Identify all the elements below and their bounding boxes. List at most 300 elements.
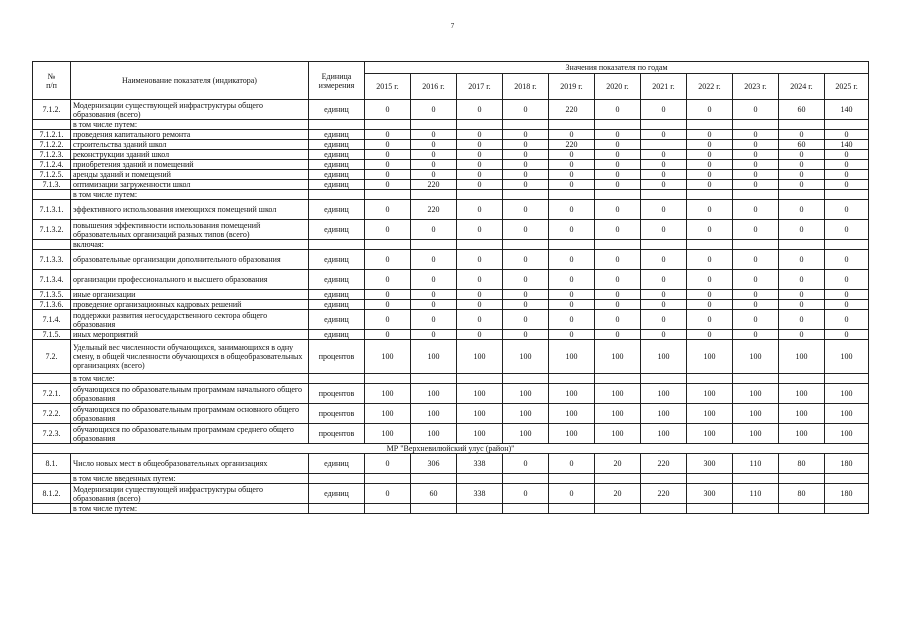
empty-cell (733, 120, 779, 130)
row-name-cell: повышения эффективности использования помещений образовательных организаций разных типов (всего) (71, 220, 309, 240)
value-cell: 0 (365, 330, 411, 340)
row-number-cell (33, 120, 71, 130)
value-cell: 0 (825, 160, 869, 170)
subheading-row (33, 474, 869, 484)
value-cell: 0 (779, 220, 825, 240)
value-cell: 0 (457, 160, 503, 170)
value-cell: 220 (411, 200, 457, 220)
row-number-cell: 7.1.3.6. (33, 300, 71, 310)
value-cell: 0 (641, 220, 687, 240)
value-cell: 0 (825, 310, 869, 330)
row-unit-cell: единиц (309, 160, 365, 170)
value-cell: 0 (411, 220, 457, 240)
empty-cell (411, 474, 457, 484)
value-cell: 0 (733, 130, 779, 140)
value-cell: 0 (411, 310, 457, 330)
value-cell: 0 (779, 150, 825, 160)
value-cell: 0 (457, 150, 503, 160)
empty-cell (641, 474, 687, 484)
row-number-cell: 7.1.3.1. (33, 200, 71, 220)
value-cell: 0 (825, 300, 869, 310)
empty-cell (411, 240, 457, 250)
value-cell: 0 (733, 330, 779, 340)
row-unit-cell: единиц (309, 454, 365, 474)
value-cell: 0 (687, 220, 733, 240)
value-cell: 0 (411, 130, 457, 140)
col-header-year: 2019 г. (549, 74, 595, 100)
value-cell: 0 (365, 250, 411, 270)
value-cell: 0 (641, 180, 687, 190)
value-cell: 0 (595, 220, 641, 240)
value-cell: 80 (779, 484, 825, 504)
empty-cell (549, 474, 595, 484)
value-cell: 220 (641, 484, 687, 504)
empty-cell (457, 504, 503, 514)
value-cell: 0 (595, 290, 641, 300)
row-name-cell: эффективного использования имеющихся помещений школ (71, 200, 309, 220)
value-cell: 0 (595, 100, 641, 120)
value-cell: 0 (595, 150, 641, 160)
value-cell: 0 (825, 250, 869, 270)
empty-cell (595, 120, 641, 130)
value-cell: 100 (365, 340, 411, 374)
row-number-cell: 8.1. (33, 454, 71, 474)
value-cell: 220 (549, 140, 595, 150)
empty-cell (733, 190, 779, 200)
row-number-cell: 7.2.2. (33, 404, 71, 424)
empty-cell (411, 374, 457, 384)
value-cell: 220 (641, 454, 687, 474)
value-cell: 0 (457, 330, 503, 340)
value-cell: 0 (641, 200, 687, 220)
col-header-unit: Единица измерения (309, 62, 365, 100)
value-cell: 0 (457, 130, 503, 140)
value-cell: 60 (779, 140, 825, 150)
row-name-cell: реконструкции зданий школ (71, 150, 309, 160)
value-cell: 0 (825, 150, 869, 160)
value-cell: 0 (503, 160, 549, 170)
empty-cell (595, 240, 641, 250)
value-cell: 100 (595, 384, 641, 404)
row-unit-cell: процентов (309, 424, 365, 444)
row-number-cell (33, 240, 71, 250)
row-name-cell: оптимизации загруженности школ (71, 180, 309, 190)
empty-cell (503, 504, 549, 514)
value-cell: 300 (687, 454, 733, 474)
row-name-cell: Модернизации существующей инфраструктуры общего образования (всего) (71, 484, 309, 504)
value-cell: 0 (457, 250, 503, 270)
empty-cell (549, 240, 595, 250)
empty-cell (779, 190, 825, 200)
empty-cell (825, 240, 869, 250)
row-name-cell: включая: (71, 240, 309, 250)
row-number-cell: 7.1.2.1. (33, 130, 71, 140)
value-cell: 0 (687, 330, 733, 340)
value-cell: 0 (411, 300, 457, 310)
value-cell: 20 (595, 484, 641, 504)
page-number: 7 (450, 22, 455, 30)
value-cell: 0 (641, 270, 687, 290)
table-row (33, 330, 869, 340)
row-name-cell: приобретения зданий и помещений (71, 160, 309, 170)
value-cell: 0 (825, 290, 869, 300)
value-cell: 0 (503, 310, 549, 330)
row-unit-cell: единиц (309, 220, 365, 240)
value-cell: 0 (641, 300, 687, 310)
value-cell: 0 (503, 454, 549, 474)
value-cell: 0 (825, 170, 869, 180)
row-number-cell (33, 374, 71, 384)
value-cell: 0 (411, 170, 457, 180)
value-cell: 100 (825, 384, 869, 404)
row-unit-cell: единиц (309, 150, 365, 160)
subheading-row (33, 374, 869, 384)
value-cell: 100 (641, 424, 687, 444)
empty-cell (825, 190, 869, 200)
table-row (33, 170, 869, 180)
row-name-cell: в том числе путем: (71, 190, 309, 200)
value-cell: 0 (779, 310, 825, 330)
empty-cell (779, 240, 825, 250)
row-unit-cell: процентов (309, 340, 365, 374)
value-cell: 140 (825, 100, 869, 120)
value-cell: 0 (779, 130, 825, 140)
value-cell: 0 (549, 150, 595, 160)
value-cell: 100 (641, 384, 687, 404)
row-unit-cell: единиц (309, 170, 365, 180)
value-cell: 0 (641, 160, 687, 170)
value-cell: 0 (503, 140, 549, 150)
col-header-year: 2023 г. (733, 74, 779, 100)
value-cell: 100 (733, 384, 779, 404)
value-cell: 110 (733, 484, 779, 504)
value-cell (641, 140, 687, 150)
row-unit-cell: единиц (309, 270, 365, 290)
row-number-cell (33, 504, 71, 514)
row-number-cell: 7.2.1. (33, 384, 71, 404)
empty-cell (309, 190, 365, 200)
table-row (33, 100, 869, 120)
value-cell: 0 (503, 200, 549, 220)
col-header-values-group: Значения показателя по годам (365, 62, 869, 74)
value-cell: 0 (365, 484, 411, 504)
value-cell: 0 (595, 160, 641, 170)
row-name-cell: Удельный вес численности обучающихся, занимающихся в одну смену, в общей численности обучающихся в общеобразовательных организациях (всего) (71, 340, 309, 374)
value-cell: 100 (825, 404, 869, 424)
value-cell: 0 (365, 200, 411, 220)
value-cell: 0 (641, 310, 687, 330)
row-number-cell: 7.1.2.5. (33, 170, 71, 180)
value-cell: 0 (595, 330, 641, 340)
value-cell: 100 (457, 340, 503, 374)
value-cell: 100 (549, 384, 595, 404)
empty-cell (687, 504, 733, 514)
empty-cell (503, 190, 549, 200)
value-cell: 100 (779, 384, 825, 404)
table-row (33, 384, 869, 404)
value-cell: 0 (779, 250, 825, 270)
value-cell: 306 (411, 454, 457, 474)
row-unit-cell: единиц (309, 140, 365, 150)
subheading-row (33, 120, 869, 130)
row-unit-cell: единиц (309, 250, 365, 270)
col-header-year: 2024 г. (779, 74, 825, 100)
table-row (33, 250, 869, 270)
value-cell: 140 (825, 140, 869, 150)
table-row (33, 220, 869, 240)
row-name-cell: обучающихся по образовательным программам среднего общего образования (71, 424, 309, 444)
empty-cell (365, 120, 411, 130)
value-cell: 100 (825, 424, 869, 444)
value-cell: 0 (687, 250, 733, 270)
value-cell: 0 (457, 100, 503, 120)
value-cell: 0 (411, 290, 457, 300)
value-cell: 0 (549, 180, 595, 190)
empty-cell (687, 120, 733, 130)
row-name-cell: Модернизации существующей инфраструктуры общего образования (всего) (71, 100, 309, 120)
value-cell: 0 (457, 140, 503, 150)
value-cell: 0 (779, 270, 825, 290)
value-cell: 100 (549, 424, 595, 444)
value-cell: 60 (411, 484, 457, 504)
value-cell: 110 (733, 454, 779, 474)
value-cell: 0 (641, 100, 687, 120)
value-cell: 0 (549, 130, 595, 140)
value-cell: 220 (549, 100, 595, 120)
value-cell: 0 (503, 100, 549, 120)
value-cell: 0 (365, 310, 411, 330)
value-cell: 100 (687, 340, 733, 374)
row-name-cell: аренды зданий и помещений (71, 170, 309, 180)
value-cell: 0 (687, 160, 733, 170)
empty-cell (687, 240, 733, 250)
value-cell: 0 (825, 200, 869, 220)
value-cell: 0 (411, 140, 457, 150)
value-cell: 0 (365, 180, 411, 190)
col-header-year: 2021 г. (641, 74, 687, 100)
value-cell: 0 (503, 130, 549, 140)
value-cell: 100 (733, 340, 779, 374)
empty-cell (411, 120, 457, 130)
row-name-cell: обучающихся по образовательным программам основного общего образования (71, 404, 309, 424)
value-cell: 0 (825, 330, 869, 340)
value-cell: 0 (365, 290, 411, 300)
value-cell: 0 (411, 150, 457, 160)
value-cell: 0 (549, 270, 595, 290)
subheading-row (33, 504, 869, 514)
value-cell: 100 (779, 404, 825, 424)
value-cell: 0 (549, 250, 595, 270)
value-cell: 180 (825, 484, 869, 504)
value-cell: 0 (687, 180, 733, 190)
row-unit-cell: процентов (309, 384, 365, 404)
value-cell: 0 (825, 180, 869, 190)
empty-cell (687, 190, 733, 200)
row-name-cell: иных мероприятий (71, 330, 309, 340)
row-number-cell: 7.1.3.2. (33, 220, 71, 240)
table-row (33, 454, 869, 474)
empty-cell (825, 504, 869, 514)
value-cell: 100 (503, 424, 549, 444)
value-cell: 0 (549, 310, 595, 330)
row-unit-cell: процентов (309, 404, 365, 424)
row-number-cell (33, 474, 71, 484)
empty-cell (641, 504, 687, 514)
row-number-cell (33, 190, 71, 200)
value-cell: 0 (733, 220, 779, 240)
value-cell: 0 (549, 200, 595, 220)
value-cell: 0 (549, 220, 595, 240)
value-cell: 0 (779, 170, 825, 180)
table-row (33, 270, 869, 290)
value-cell: 0 (365, 454, 411, 474)
row-name-cell: поддержки развития негосударственного сектора общего образования (71, 310, 309, 330)
value-cell: 100 (595, 404, 641, 424)
value-cell: 0 (457, 200, 503, 220)
row-number-cell: 7.1.2.2. (33, 140, 71, 150)
empty-cell (457, 240, 503, 250)
value-cell: 0 (641, 150, 687, 160)
col-header-year: 2025 г. (825, 74, 869, 100)
row-name-cell: в том числе введенных путем: (71, 474, 309, 484)
row-number-cell: 7.1.4. (33, 310, 71, 330)
value-cell: 100 (549, 340, 595, 374)
empty-cell (641, 240, 687, 250)
value-cell: 0 (733, 150, 779, 160)
empty-cell (309, 240, 365, 250)
empty-cell (503, 240, 549, 250)
row-name-cell: организации профессионального и высшего образования (71, 270, 309, 290)
value-cell: 0 (687, 290, 733, 300)
value-cell: 0 (549, 170, 595, 180)
table-row (33, 180, 869, 190)
value-cell: 300 (687, 484, 733, 504)
empty-cell (779, 374, 825, 384)
empty-cell (779, 504, 825, 514)
empty-cell (457, 190, 503, 200)
value-cell: 0 (595, 180, 641, 190)
empty-cell (411, 190, 457, 200)
value-cell: 0 (457, 270, 503, 290)
value-cell: 0 (825, 130, 869, 140)
value-cell: 60 (779, 100, 825, 120)
value-cell: 0 (595, 130, 641, 140)
section-title: МР "Верхневилюйский улус (район)" (33, 444, 869, 454)
value-cell: 338 (457, 484, 503, 504)
value-cell: 0 (687, 300, 733, 310)
table-row (33, 300, 869, 310)
value-cell: 0 (411, 160, 457, 170)
col-header-year: 2016 г. (411, 74, 457, 100)
empty-cell (595, 504, 641, 514)
value-cell: 0 (641, 130, 687, 140)
row-number-cell: 8.1.2. (33, 484, 71, 504)
empty-cell (595, 190, 641, 200)
col-header-year: 2018 г. (503, 74, 549, 100)
value-cell: 0 (687, 130, 733, 140)
value-cell: 0 (779, 330, 825, 340)
value-cell: 0 (825, 270, 869, 290)
col-header-year: 2017 г. (457, 74, 503, 100)
empty-cell (733, 374, 779, 384)
value-cell: 0 (549, 330, 595, 340)
empty-cell (503, 120, 549, 130)
value-cell: 0 (733, 290, 779, 300)
col-header-year: 2015 г. (365, 74, 411, 100)
row-name-cell: в том числе путем: (71, 504, 309, 514)
value-cell: 180 (825, 454, 869, 474)
value-cell: 0 (365, 160, 411, 170)
value-cell: 0 (457, 300, 503, 310)
value-cell: 0 (411, 330, 457, 340)
row-unit-cell: единиц (309, 100, 365, 120)
empty-cell (641, 374, 687, 384)
value-cell: 0 (687, 140, 733, 150)
value-cell: 0 (641, 330, 687, 340)
value-cell: 0 (549, 160, 595, 170)
empty-cell (825, 474, 869, 484)
empty-cell (365, 190, 411, 200)
row-unit-cell: единиц (309, 290, 365, 300)
value-cell: 0 (457, 220, 503, 240)
value-cell: 0 (411, 250, 457, 270)
empty-cell (825, 374, 869, 384)
empty-cell (779, 120, 825, 130)
value-cell: 220 (411, 180, 457, 190)
value-cell: 0 (595, 200, 641, 220)
row-name-cell: в том числе путем: (71, 120, 309, 130)
empty-cell (365, 374, 411, 384)
row-unit-cell: единиц (309, 484, 365, 504)
value-cell: 0 (365, 270, 411, 290)
value-cell: 0 (779, 200, 825, 220)
row-number-cell: 7.1.3.5. (33, 290, 71, 300)
row-number-cell: 7.1.3.4. (33, 270, 71, 290)
empty-cell (641, 190, 687, 200)
value-cell: 100 (825, 340, 869, 374)
empty-cell (549, 120, 595, 130)
empty-cell (733, 474, 779, 484)
value-cell: 0 (365, 220, 411, 240)
row-number-cell: 7.2. (33, 340, 71, 374)
value-cell: 0 (503, 484, 549, 504)
value-cell: 100 (687, 424, 733, 444)
empty-cell (549, 374, 595, 384)
value-cell: 100 (503, 340, 549, 374)
value-cell: 0 (687, 100, 733, 120)
value-cell: 0 (365, 150, 411, 160)
value-cell: 100 (687, 404, 733, 424)
table-row (33, 200, 869, 220)
empty-cell (365, 240, 411, 250)
value-cell: 0 (779, 300, 825, 310)
row-name-cell: обучающихся по образовательным программам начального общего образования (71, 384, 309, 404)
row-number-cell: 7.1.3. (33, 180, 71, 190)
empty-cell (733, 240, 779, 250)
value-cell: 0 (733, 310, 779, 330)
col-header-name: Наименование показателя (индикатора) (71, 62, 309, 100)
row-name-cell: образовательные организации дополнительного образования (71, 250, 309, 270)
table-row (33, 484, 869, 504)
row-unit-cell: единиц (309, 200, 365, 220)
value-cell: 0 (503, 250, 549, 270)
subheading-row (33, 190, 869, 200)
value-cell: 100 (779, 424, 825, 444)
table-row (33, 150, 869, 160)
table-row (33, 340, 869, 374)
row-unit-cell: единиц (309, 330, 365, 340)
value-cell: 0 (503, 290, 549, 300)
